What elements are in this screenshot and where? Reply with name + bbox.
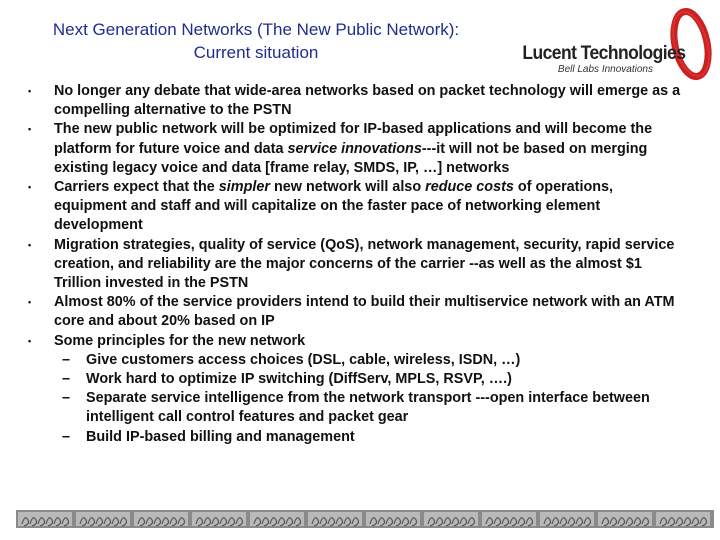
band-motif xyxy=(250,512,304,526)
lucent-logo xyxy=(511,43,686,76)
bullet-marker: • xyxy=(28,297,32,308)
bullet-item xyxy=(24,236,684,294)
emphasis-text: reduce costs xyxy=(425,179,514,196)
bullet-text xyxy=(54,293,684,331)
band-motif xyxy=(18,512,72,526)
sub-bullet-text: Separate service intelligence from the network transport ---open interface between intelligent call control features and packet gear xyxy=(86,390,650,426)
band-motif xyxy=(308,512,362,526)
band-motif xyxy=(540,512,594,526)
sub-bullet-item xyxy=(62,428,684,447)
text-run: The new public network will be optimized for IP-based applications and will become the platform for future voice and data xyxy=(54,121,653,157)
text-run: Migration strategies, quality of service (QoS), network management, security, rapid service creation, and reliability are the major concerns of the carrier --as well as the almost $1 Trillion invested in the PSTN xyxy=(54,236,675,292)
text-run: new network will also xyxy=(269,179,426,196)
band-motif xyxy=(366,512,420,526)
bullet-marker: • xyxy=(28,86,32,96)
bullet-list xyxy=(24,82,684,447)
sub-bullet-text: Work hard to optimize IP switching (DiffServ, MPLS, RSVP, ….) xyxy=(86,371,512,388)
bullet-text xyxy=(54,120,684,178)
emphasis-text: simpler xyxy=(218,179,270,196)
text-run: Carriers expect that the xyxy=(54,179,219,196)
sub-bullet-item xyxy=(62,389,684,427)
sub-bullet-marker: – xyxy=(62,428,71,445)
bullet-item xyxy=(24,120,684,178)
band-motif xyxy=(76,512,130,526)
bullet-item xyxy=(24,178,684,236)
bullet-marker: • xyxy=(28,335,32,346)
band-motif xyxy=(424,512,478,526)
bullet-item xyxy=(24,332,684,351)
sub-bullet-text: Give customers access choices (DSL, cable, wireless, ISDN, …) xyxy=(86,351,521,368)
text-run: Some principles for the new network xyxy=(54,332,306,349)
bullet-marker: • xyxy=(28,239,32,250)
sub-bullet-text: Build IP-based billing and management xyxy=(86,428,355,445)
sub-bullet-marker: – xyxy=(62,390,71,407)
slide-title-line2: Current situation xyxy=(193,43,319,62)
text-run: of operations, equipment and staff and will capitalize on the faster pace of networking element development xyxy=(54,179,614,234)
bullet-text xyxy=(54,82,684,120)
band-motif xyxy=(192,512,246,526)
slide-title xyxy=(0,18,512,64)
logo-tagline: Bell Labs Innovations xyxy=(557,64,653,75)
sub-bullet-marker: – xyxy=(62,351,71,368)
band-motif xyxy=(482,512,536,526)
bullet-text xyxy=(54,332,684,351)
bullet-item xyxy=(24,293,684,331)
slide-title-line1: Next Generation Networks (The New Public Network): xyxy=(52,20,460,39)
bullet-marker: • xyxy=(28,182,32,193)
sub-bullet-marker: – xyxy=(62,371,71,388)
band-motif xyxy=(598,512,652,526)
text-run: Almost 80% of the service providers intend to build their multiservice network with an ATM core and about 20% based on IP xyxy=(54,294,675,330)
emphasis-text: service innovations xyxy=(287,140,422,157)
footer-pattern-icon xyxy=(16,510,714,528)
sub-bullet-item xyxy=(62,351,684,370)
bullet-text xyxy=(54,178,684,236)
bullet-marker: • xyxy=(28,124,32,135)
logo-name: Lucent Technologies xyxy=(522,43,686,64)
text-run: No longer any debate that wide-area networks based on packet technology will emerge as a compelling alternative to the PSTN xyxy=(54,83,681,119)
band-motif xyxy=(134,512,188,526)
sub-bullet-item xyxy=(62,370,684,389)
bullet-item xyxy=(24,82,684,120)
bullet-text xyxy=(54,236,684,294)
text-run: ---it will not be based on merging existing legacy voice and data [frame relay, SMDS, IP, …] networks xyxy=(54,140,648,176)
band-motif xyxy=(656,512,710,526)
decorative-footer-band xyxy=(16,510,714,528)
